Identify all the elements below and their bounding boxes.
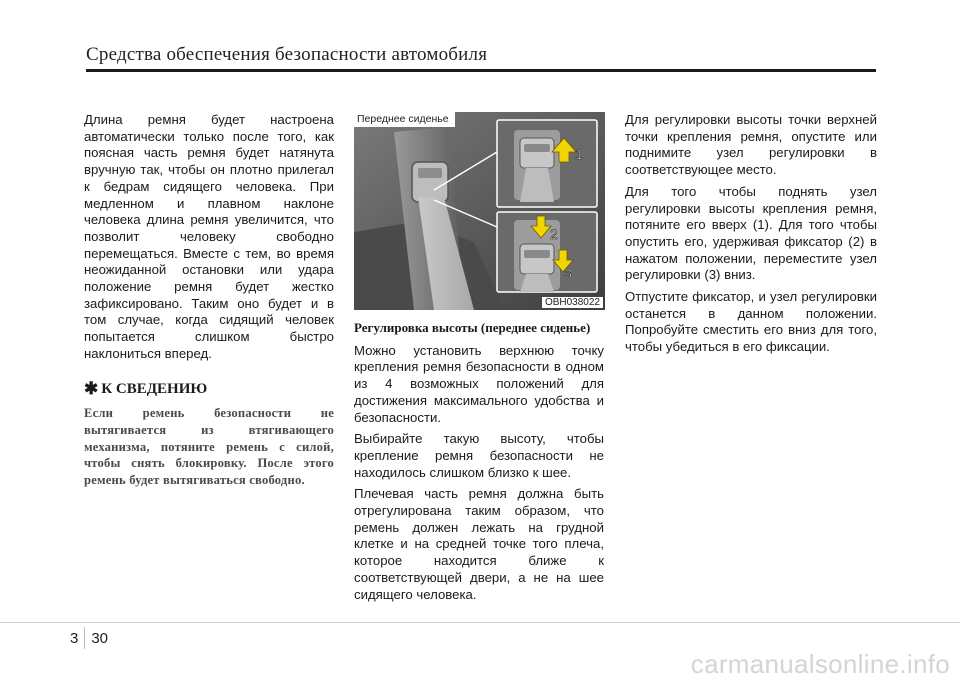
figure-code: OBH038022 <box>542 297 603 308</box>
footer-divider <box>0 622 960 623</box>
callout-number: 2 <box>550 226 558 242</box>
header-rule <box>86 69 876 72</box>
figure-caption: Регулировка высоты (переднее сиденье) <box>354 320 591 335</box>
seatbelt-illustration <box>354 112 605 310</box>
callout-number: 1 <box>575 146 583 162</box>
paragraph: Отпустите фиксатор, и узел регулировки останется в данном положении. Попробуйте сместить его вниз для того, чтобы убедиться в его фиксации. <box>625 289 877 355</box>
asterisk-icon: ✱ <box>84 378 99 398</box>
page-header-title: Средства обеспечения безопасности автомобиля <box>86 44 488 65</box>
text-column-left <box>84 112 334 489</box>
chapter-number: 3 <box>70 629 79 647</box>
paragraph: Для того чтобы поднять узел регулировки высоты крепления ремня, потяните его вверх (1). Для того чтобы опустить его, удерживая фиксатор (2) в нажатом положении, переместите узел регулировки (3) вниз. <box>625 183 877 283</box>
note-body: Если ремень безопасности не вытягивается из втягивающего механизма, потяните ремень с силой, чтобы снять блокировку. После этого ремень будет вытягиваться свободно. <box>84 406 334 488</box>
text-column-right <box>625 112 877 361</box>
page-number <box>70 627 108 649</box>
figure-label: Переднее сиденье <box>354 112 455 127</box>
callout-3 <box>564 265 572 281</box>
callout-2 <box>550 226 558 242</box>
page-number-divider <box>84 627 85 649</box>
callout-number: 3 <box>564 265 572 281</box>
paragraph: Длина ремня будет настроена автоматически только после того, как поясная часть ремня будет натянута вручную так, чтобы он плотно прилегал к бедрам сидящего человека. При медленном и плавном наклоне человека длина ремня увеличится, что позволит человеку свободно перемещаться. Вместе с тем, во время неожиданной остановки или удара положение ремня будет жестко зафиксировано. Таким оно будет и в том случае, когда сидящий человек попытается слишком быстро наклониться вперед. <box>84 112 334 361</box>
text-column-middle <box>354 320 604 608</box>
note-heading-text: К СВЕДЕНИЮ <box>101 380 208 397</box>
watermark: carmanualsonline.info <box>690 649 950 679</box>
paragraph: Выбирайте такую высоту, чтобы крепление ремня безопасности не находилось слишком близко к шее. <box>354 431 604 480</box>
seatbelt-height-figure <box>354 112 605 310</box>
paragraph: Можно установить верхнюю точку крепления ремня безопасности в одном из 4 возможных положений для достижения максимального удобства и безопасности. <box>354 342 604 425</box>
paragraph: Для регулировки высоты точки верхней точки крепления ремня, опустите или поднимите узел регулировки в соответствующее место. <box>625 112 877 178</box>
note-heading <box>84 378 334 398</box>
page-number-value: 30 <box>91 629 109 647</box>
paragraph: Плечевая часть ремня должна быть отрегулирована таким образом, что ремень должен лежать на грудной клетке и на средней точке того плеча, которое находится ближе к соответствующей двери, а не на шее сидящего человека. <box>354 486 604 602</box>
